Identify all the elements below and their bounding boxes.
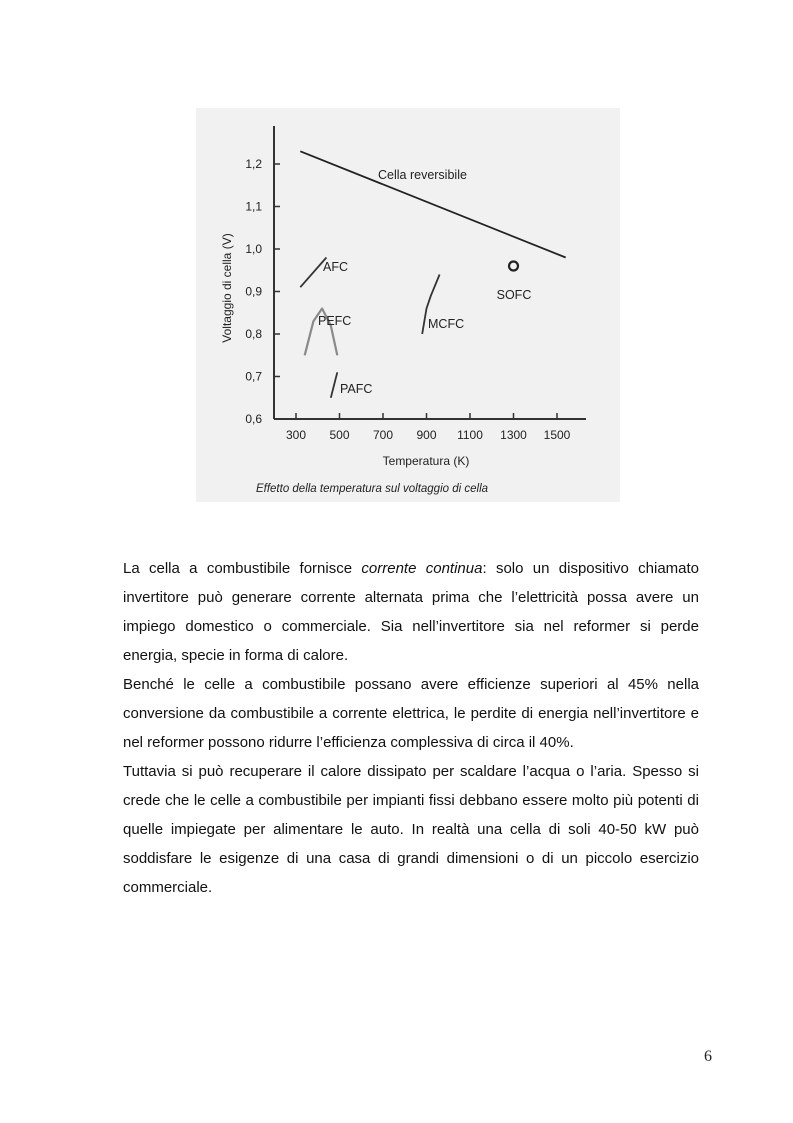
paragraph-1 <box>123 554 699 670</box>
body-text <box>123 554 699 902</box>
y-tick-label-1-1: 1,1 <box>245 199 262 214</box>
y-tick-label-0-9: 0,9 <box>245 284 262 299</box>
y-tick-label-1-2: 1,2 <box>245 157 262 171</box>
y-tick-label-0-7: 0,7 <box>245 369 262 384</box>
x-tick-label-300: 300 <box>285 428 307 442</box>
x-tick-label-1300: 1300 <box>500 428 527 442</box>
x-axis-label: Temperatura (K) <box>382 454 470 468</box>
x-tick-label-1500: 1500 <box>543 428 571 442</box>
paragraph-1-start: La cella a combustibile fornisce <box>123 560 362 577</box>
series-label-mcfc: MCFC <box>428 317 465 331</box>
series-pafc-line <box>331 372 338 398</box>
x-tick-label-700: 700 <box>372 428 394 442</box>
x-tick-label-900: 900 <box>416 428 437 442</box>
y-axis-label: Voltaggio di cella (V) <box>220 233 234 343</box>
x-tick-label-500: 500 <box>329 428 350 442</box>
emphasis-corrente-continua: corrente continua <box>361 560 483 577</box>
chart-svg <box>196 108 620 502</box>
page-number: 6 <box>704 1048 712 1065</box>
y-tick-label-1-0: 1,0 <box>245 242 262 256</box>
series-label-cella-reversibile: Cella reversibile <box>378 168 467 182</box>
figure-temperature-voltage <box>196 108 620 502</box>
series-label-sofc: SOFC <box>496 288 532 302</box>
y-tick-label-0-8: 0,8 <box>245 327 262 341</box>
series-label-afc: AFC <box>323 260 348 274</box>
paragraph-1-end: : solo un dispositivo chiamato invertitore può generare corrente alternata prima che l’elettricità possa avere un impiego domestico o commerciale. Sia nell’invertitore sia nel reformer si perde energia, specie in forma di calore. <box>123 560 700 664</box>
series-sofc-marker <box>509 262 518 271</box>
figure-caption: Effetto della temperatura sul voltaggio di cella <box>255 483 489 495</box>
paragraph-3: Tuttavia si può recuperare il calore dissipato per scaldare l’acqua o l’aria. Spesso si crede che le celle a combustibile per impianti fissi debbano essere molto più potenti di quelle impiegate per alimentare le auto. In realtà una cella di soli 40-50 kW può soddisfare le esigenze di una casa di grandi dimensioni o di un piccolo esercizio commerciale. <box>123 763 699 896</box>
x-tick-label-1100: 1100 <box>457 428 483 442</box>
y-tick-label-0-6: 0,6 <box>245 412 262 426</box>
paragraph-2: Benché le celle a combustibile possano avere efficienze superiori al 45% nella conversione da combustibile a corrente elettrica, le perdite di energia nell’invertitore e nel reformer possono ridurre l’efficienza complessiva di circa il 40%. <box>123 676 699 751</box>
series-label-pafc: PAFC <box>340 382 373 396</box>
series-label-pefc: PEFC <box>318 314 352 328</box>
